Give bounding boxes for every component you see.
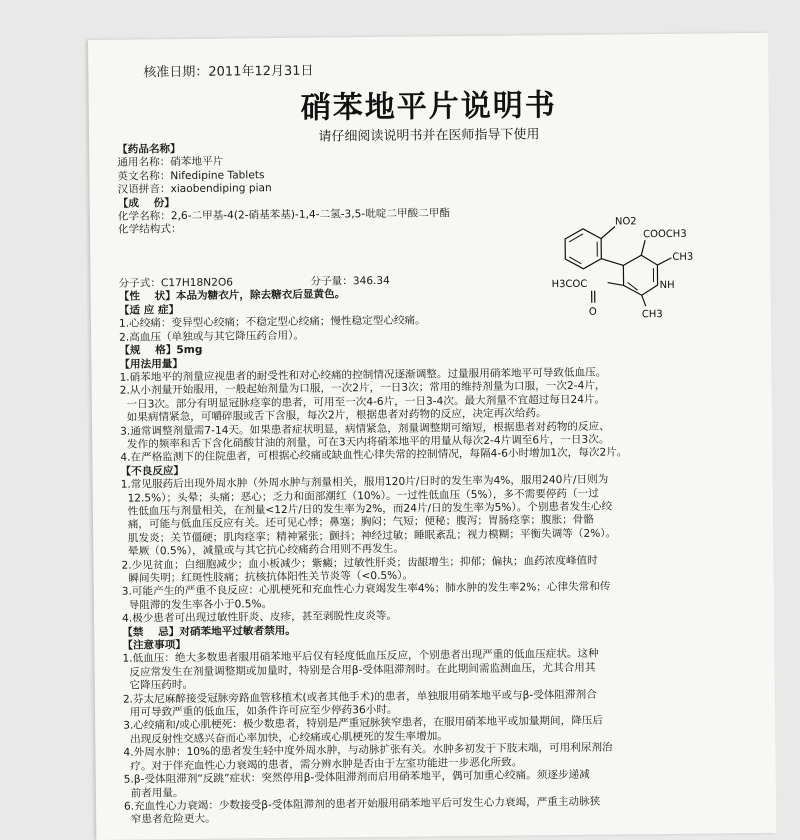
section-heading-line: 【规 格】5mg — [119, 338, 764, 358]
section-heading-line: 【药品名称】 — [117, 137, 762, 157]
section-heading-line: 【适 应 症】 — [119, 298, 764, 318]
body-text-line: 如果病情紧急，可嚼碎服或舌下含服，每次2片，根据患者对药物的反应，决定再次给药。 — [120, 405, 765, 425]
body-text-line: 英文名称：Nifedipine Tablets — [117, 164, 762, 184]
section-heading-line: 【不良反应】 — [120, 459, 765, 479]
body-text-line: 1.常见服药后出现外周水肿（外周水肿与剂量相关，服用120片/日时的发生率为4%，服用240片/日则为 — [121, 472, 766, 492]
body-text-line: 2.少见贫血；白细胞减少；血小板减少；紫癜；过敏性肝炎；齿龈增生；抑郁；偏执；血药浓度峰值时 — [121, 553, 766, 573]
document-title: 硝苯地平片说明书 — [88, 78, 768, 129]
nifedipine-structure-diagram — [545, 210, 701, 322]
body-text-line: 4.在严格监测下的住院患者，可根据心绞痛或缺血性心律失常的控制情况，每隔4-6小时增加1次，每次2片。 — [120, 445, 765, 465]
body-text-line: 发作的频率和舌下含化硝酸甘油的剂量，可在3天内将硝苯地平的用量从每次2-4片调至6片，一日3次。 — [120, 432, 765, 452]
body-text-line: 晕厥（0.5%），减量或与其它抗心绞痛药合用则不再发生。 — [121, 539, 766, 559]
body-text-line: 疗。对于伴充血性心力衰竭的患者，需分辨水肿是否由于左室功能进一步恶化所致。 — [124, 754, 769, 774]
body-text-line: 肌发炎；关节僵硬；肌肉痉挛；精神紧张；颤抖；神经过敏；睡眠紊乱；视力模糊；平衡失调等（2%）。 — [121, 526, 766, 546]
nitro-label: NO2 — [615, 216, 637, 227]
body-text-line: 6.充血性心力衰竭：少数接受β-受体阻滞剂的患者开始服用硝苯地平后可发生心力衰竭，严重主动脉狭 — [124, 794, 769, 814]
package-insert-sheet — [88, 33, 776, 840]
body-text-line: 性低血压与剂量相关，在剂量<12片/日的发生率为2%，而24片/日的发生率为5%）。个别患者发生心绞 — [121, 499, 766, 519]
body-text-line: 5.β-受体阻滞剂“反跳”症状：突然停用β-受体阻滞剂而启用硝苯地平，偶可加重心绞痛。须逐步递减 — [124, 767, 769, 787]
body-text-line: 瞬间失明；红斑性肢痛；抗核抗体阳性关节炎等（<0.5%）。 — [122, 566, 767, 586]
body-text-line: 一日3次。部分有明显冠脉痉挛的患者，可用至一次4-6片，一日3-4次。最大剂量不宜超过每日24片。 — [120, 392, 765, 412]
body-text-line: 出现反射性交感兴奋而心率加快，心绞痛或心肌梗死的发生率增加。 — [123, 727, 768, 747]
body-text-line: 3.可能产生的严重不良反应：心肌梗死和充血性心力衰竭发生率4%；肺水肿的发生率2%；心律失常和传 — [122, 579, 767, 599]
body-text-line: 窄患者危险更大。 — [124, 807, 769, 827]
body-text-line: 1.硝苯地平的剂量应视患者的耐受性和对心绞痛的控制情况逐渐调整。过量服用硝苯地平可导致低血压。 — [119, 365, 764, 385]
body-text-line: 痛，可能与低血压反应有关。还可见心悸；鼻塞；胸闷；气短；便秘；腹泻；胃肠痉挛；腹胀；骨骼 — [121, 512, 766, 532]
body-text-line: 4.极少患者可出现过敏性肝炎、皮疹，甚至剥脱性皮炎等。 — [122, 606, 767, 626]
body-text-line: 反应常发生在剂量调整期或加量时，特别是合用β-受体阻滞剂时。在此期间需监测血压，尤其合用其 — [123, 660, 768, 680]
methyl-label-bottom: CH3 — [642, 309, 663, 320]
body-text-line: 2.芬太尼麻醉接受冠脉旁路血管移植术(或者其他手术)的患者，单独服用硝苯地平或与β-受体阻滞剂合 — [123, 687, 768, 707]
section-heading-line: 【性 状】本品为糖衣片，除去糖衣后显黄色。 — [119, 284, 764, 304]
ester-label-left: H3COC — [552, 279, 588, 290]
body-text-line: 3.通常调整剂量需7-14天。如果患者症状明显，病情紧急，剂量调整期可缩短，根据患者对药物的反应、 — [120, 418, 765, 438]
body-text-line: 4.外周水肿：10%的患者发生轻中度外周水肿，与动脉扩张有关。水肿多初发于下肢末端，可用利尿剂治 — [123, 740, 768, 760]
nh-label: NH — [660, 280, 675, 291]
body-text-line: 导阻滞的发生率各小于0.5%。 — [122, 593, 767, 613]
body-text-line: 12.5%）；头晕；头痛；恶心；乏力和面部潮红（10%）。一过性低血压（5%），多不需要停药（一过 — [121, 485, 766, 505]
body-text-line: 分子式：C17H18N2O6 分子量：346.34 — [118, 271, 763, 291]
methyl-label-right: CH3 — [672, 252, 693, 263]
body-text-line: 2.高血压（单独或与其它降压药合用）。 — [119, 325, 764, 345]
section-heading-line: 【用法用量】 — [119, 351, 764, 371]
body-text-line: 3.心绞痛和/或心肌梗死：极少数患者，特别是严重冠脉狭窄患者，在服用硝苯地平或加量期间，降压后 — [123, 713, 768, 733]
document-subtitle: 请仔细阅读说明书并在医师指导下使用 — [89, 121, 769, 147]
body-text-line: 化学结构式： — [118, 217, 763, 237]
body-text-line: 1.心绞痛：变异型心绞痛；不稳定型心绞痛；慢性稳定型心绞痛。 — [119, 311, 764, 331]
section-heading-line: 【禁 忌】对硝苯地平过敏者禁用。 — [122, 620, 767, 640]
section-heading-line: 【注意事项】 — [122, 633, 767, 653]
ester-label-top: COOCH3 — [643, 229, 687, 240]
body-text-line: 2.从小剂量开始服用，一般起始剂量为口服，一次2片，一日3次；常用的维持剂量为口服，一次2-4片， — [120, 378, 765, 398]
body-text-line: 前者用量。 — [124, 780, 769, 800]
approval-date: 核准日期：2011年12月31日 — [143, 60, 313, 81]
body-text-line: 它降压药时。 — [123, 673, 768, 693]
body-text-line: 汉语拼音：xiaobendiping pian — [118, 177, 763, 197]
body-text-line: 化学名称：2,6-二甲基-4(2-硝基苯基)-1,4-二氢-3,5-吡啶二甲酸二甲酯 — [118, 204, 763, 224]
body-text-line: 1.低血压：绝大多数患者服用硝苯地平后仅有轻度低血压反应，个别患者出现严重的低血压症状。这种 — [122, 646, 767, 666]
body-text-line: 用可导致严重的低血压，如条件许可应至少停药36小时。 — [123, 700, 768, 720]
body-text-line: 通用名称：硝苯地平片 — [117, 150, 762, 170]
section-heading-line: 【成 份】 — [118, 191, 763, 211]
carbonyl-oxygen-label: O — [589, 307, 597, 318]
